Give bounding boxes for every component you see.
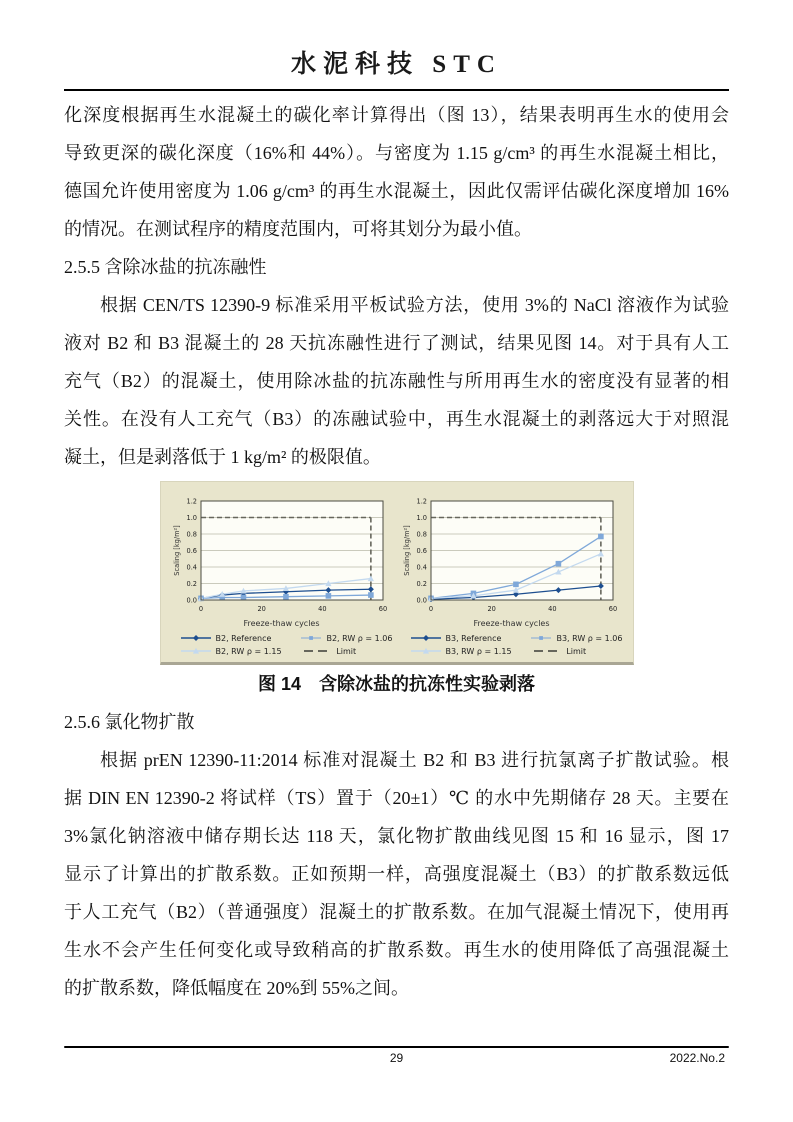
- chart-plot: [171, 494, 393, 620]
- legend-label: B2, RW ρ = 1.15: [215, 646, 282, 656]
- body-content: [64, 96, 729, 1007]
- limit-legend-swatch: [301, 646, 331, 656]
- issue-label: 2022.No.2: [669, 1051, 725, 1065]
- chart-b2: [171, 494, 393, 656]
- svg-text:Scaling [kg/m²]: Scaling [kg/m²]: [402, 525, 411, 576]
- svg-text:0.8: 0.8: [416, 530, 427, 539]
- legend-label: Limit: [336, 646, 357, 656]
- x-axis-label: Freeze-thaw cycles: [243, 619, 320, 628]
- legend-label: B3, Reference: [445, 633, 502, 643]
- chart-plot: [401, 494, 623, 620]
- legend-item: [181, 633, 302, 643]
- body-line: 液对 B2 和 B3 混凝土的 28 天抗冻融性进行了测试，结果见图 14。对于具有人工: [64, 333, 729, 353]
- series-legend-swatch: [301, 633, 321, 643]
- body-line: 显示了计算出的扩散系数。正如预期一样，高强度混凝土（B3）的扩散系数远低: [64, 864, 729, 884]
- legend-label: B2, RW ρ = 1.06: [326, 633, 393, 643]
- series-legend-swatch: [181, 646, 211, 656]
- svg-text:40: 40: [547, 605, 557, 613]
- svg-text:Scaling [kg/m²]: Scaling [kg/m²]: [172, 525, 181, 576]
- legend-item: [531, 646, 622, 656]
- series-legend-swatch: [531, 633, 551, 643]
- svg-text:60: 60: [378, 605, 387, 613]
- figure-caption: 图 14 含除冰盐的抗冻性实验剥落: [257, 674, 536, 694]
- body-line: 3%氯化钠溶液中储存期长达 118 天，氯化物扩散曲线见图 15 和 16 显示，图 17: [64, 826, 729, 846]
- journal-title: 水泥科技 STC: [291, 51, 502, 78]
- svg-text:40: 40: [317, 605, 327, 613]
- body-line: 关性。在没有人工充气（B3）的冻融试验中，再生水混凝土的剥落远大于对照混: [64, 409, 729, 429]
- legend-item: [181, 646, 302, 656]
- svg-text:0.6: 0.6: [186, 546, 197, 555]
- figure-charts-row: [171, 494, 623, 656]
- series-legend-swatch: [181, 633, 211, 643]
- body-line: 的扩散系数，降低幅度在 20%到 55%之间。: [64, 978, 409, 998]
- svg-text:20: 20: [256, 605, 266, 613]
- chart-legend: [401, 633, 623, 656]
- chart-b3: [401, 494, 623, 656]
- legend-item: [301, 646, 392, 656]
- section-heading: 2.5.5 含除冰盐的抗冻融性: [64, 257, 267, 277]
- svg-text:0.2: 0.2: [416, 579, 427, 588]
- body-line: 凝土，但是剥落低于 1 kg/m² 的极限值。: [64, 447, 381, 467]
- page-footer: [64, 1046, 729, 1065]
- figure-14: [160, 481, 634, 665]
- svg-text:0: 0: [198, 605, 203, 613]
- svg-text:0.0: 0.0: [416, 596, 427, 605]
- header-rule: [64, 89, 729, 91]
- section-heading: 2.5.6 氯化物扩散: [64, 712, 195, 732]
- footer-rule: [64, 1046, 729, 1048]
- body-line: 的情况。在测试程序的精度范围内，可将其划分为最小值。: [64, 219, 532, 239]
- svg-text:0.2: 0.2: [186, 579, 197, 588]
- legend-item: [411, 633, 532, 643]
- legend-item: [411, 646, 532, 656]
- svg-text:1.2: 1.2: [416, 497, 427, 506]
- legend-label: B2, Reference: [215, 633, 272, 643]
- body-line: 根据 prEN 12390-11:2014 标准对混凝土 B2 和 B3 进行抗氯离子扩散试验。根: [100, 750, 729, 770]
- body-line: 生水不会产生任何变化或导致稍高的扩散系数。再生水的使用降低了高强混凝土: [64, 940, 729, 960]
- series-legend-swatch: [411, 646, 441, 656]
- svg-text:0.4: 0.4: [416, 563, 427, 572]
- body-line: 于人工充气（B2）（普通强度）混凝土的扩散系数。在加气混凝土情况下，使用再: [64, 902, 729, 922]
- svg-text:60: 60: [608, 605, 617, 613]
- legend-label: Limit: [566, 646, 587, 656]
- body-line: 德国允许使用密度为 1.06 g/cm³ 的再生水混凝土，因此仅需评估碳化深度增加 16%: [64, 181, 729, 201]
- chart-legend: [171, 633, 393, 656]
- legend-item: [531, 633, 622, 643]
- legend-label: B3, RW ρ = 1.06: [556, 633, 623, 643]
- footer-row: [64, 1051, 729, 1065]
- body-line: 化深度根据再生水混凝土的碳化率计算得出（图 13），结果表明再生水的使用会: [64, 105, 729, 125]
- x-axis-label: Freeze-thaw cycles: [473, 619, 550, 628]
- svg-text:0.8: 0.8: [186, 530, 197, 539]
- series-legend-swatch: [411, 633, 441, 643]
- svg-text:0: 0: [428, 605, 433, 613]
- limit-legend-swatch: [531, 646, 561, 656]
- svg-text:20: 20: [486, 605, 496, 613]
- body-line: 根据 CEN/TS 12390-9 标准采用平板试验方法，使用 3%的 NaCl 溶液作为试验: [100, 295, 729, 315]
- page-content: [64, 0, 729, 1007]
- body-line: 据 DIN EN 12390-2 将试样（TS）置于（20±1）℃ 的水中先期储存 28 天。主要在: [64, 788, 729, 808]
- body-line: 导致更深的碳化深度（16%和 44%）。与密度为 1.15 g/cm³ 的再生水混凝土相比，: [64, 143, 729, 163]
- svg-text:0.6: 0.6: [416, 546, 427, 555]
- page-number: 29: [389, 1051, 404, 1065]
- svg-text:1.2: 1.2: [186, 497, 197, 506]
- legend-item: [301, 633, 392, 643]
- legend-label: B3, RW ρ = 1.15: [445, 646, 512, 656]
- svg-text:0.4: 0.4: [186, 563, 197, 572]
- svg-text:1.0: 1.0: [416, 513, 427, 522]
- svg-text:1.0: 1.0: [186, 513, 197, 522]
- body-line: 充气（B2）的混凝土，使用除冰盐的抗冻融性与所用再生水的密度没有显著的相: [64, 371, 729, 391]
- svg-text:0.0: 0.0: [186, 596, 197, 605]
